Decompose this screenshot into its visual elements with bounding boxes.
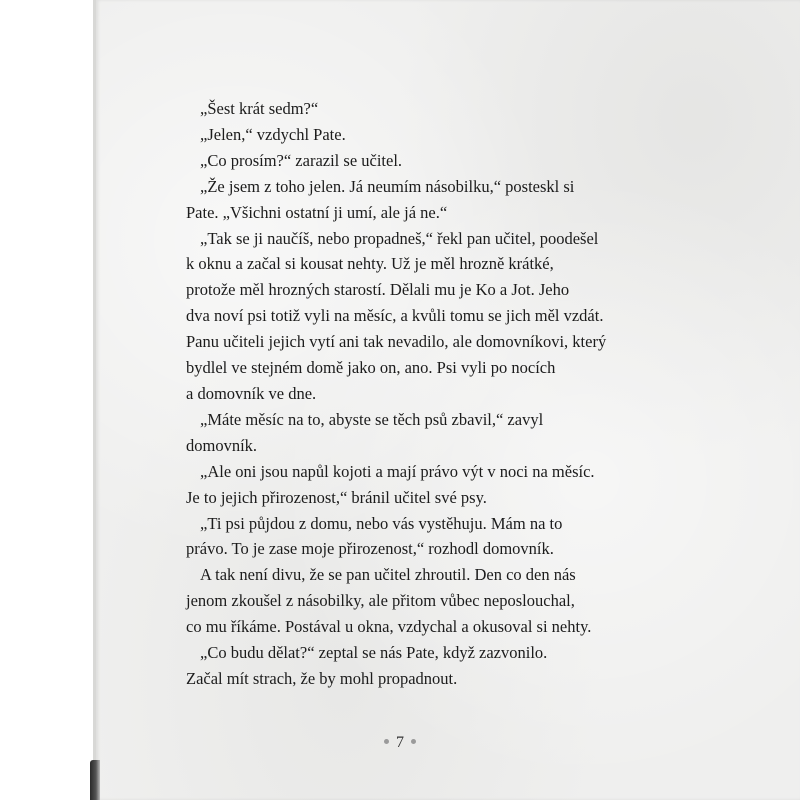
text-line: Začal mít strach, že by mohl propadnout. xyxy=(186,668,458,688)
text-line: co mu říkáme. Postával u okna, vzdychal a okusoval si nehty. xyxy=(186,617,592,637)
text-line: protože měl hrozných starostí. Dělali mu je Ko a Jot. Jeho xyxy=(186,280,570,300)
text-line: Panu učiteli jejich vytí ani tak nevadilo, ale domovníkovi, který xyxy=(186,332,607,352)
text-line: Je to jejich přirozenost,“ bránil učitel své psy. xyxy=(186,487,487,507)
text-line: „Ti psi půjdou z domu, nebo vás vystěhuju. Mám na to xyxy=(200,513,563,533)
text-line: právo. To je zase moje přirozenost,“ rozhodl domovník. xyxy=(186,539,554,559)
text-line: A tak není divu, že se pan učitel zhroutil. Den co den nás xyxy=(200,565,576,585)
text-line: a domovník ve dne. xyxy=(186,383,317,403)
book-spine-shadow xyxy=(90,760,100,800)
page-number xyxy=(360,734,440,752)
text-line: domovník. xyxy=(186,435,258,455)
text-line: „Že jsem z toho jelen. Já neumím násobilku,“ posteskl si xyxy=(200,176,575,196)
text-line: Pate. „Všichni ostatní ji umí, ale já ne.“ xyxy=(186,202,448,222)
text-line: „Ale oni jsou napůl kojoti a mají právo výt v noci na měsíc. xyxy=(200,461,595,481)
text-line: jenom zkoušel z násobilky, ale přitom vůbec neposlouchal, xyxy=(186,591,575,611)
text-line: k oknu a začal si kousat nehty. Už je měl hrozně krátké, xyxy=(186,254,554,274)
text-line: „Co budu dělat?“ zeptal se nás Pate, když zazvonilo. xyxy=(200,643,548,663)
page-number-value: 7 xyxy=(396,734,404,751)
text-line: „Máte měsíc na to, abyste se těch psů zbavil,“ zavyl xyxy=(200,409,544,429)
text-line: „Co prosím?“ zarazil se učitel. xyxy=(200,150,403,170)
text-line: „Šest krát sedm?“ xyxy=(200,99,319,118)
body-text xyxy=(186,96,646,692)
text-line: dva noví psi totiž vyli na měsíc, a kvůli tomu se jich měl vzdát. xyxy=(186,306,604,326)
dot-ornament-left xyxy=(384,739,389,744)
dot-ornament-right xyxy=(411,739,416,744)
text-line: bydlel ve stejném domě jako on, ano. Psi vyli po nocích xyxy=(186,358,556,378)
text-line: „Jelen,“ vzdychl Pate. xyxy=(200,124,346,144)
text-line: „Tak se ji naučíš, nebo propadneš,“ řekl pan učitel, poodešel xyxy=(200,228,599,248)
